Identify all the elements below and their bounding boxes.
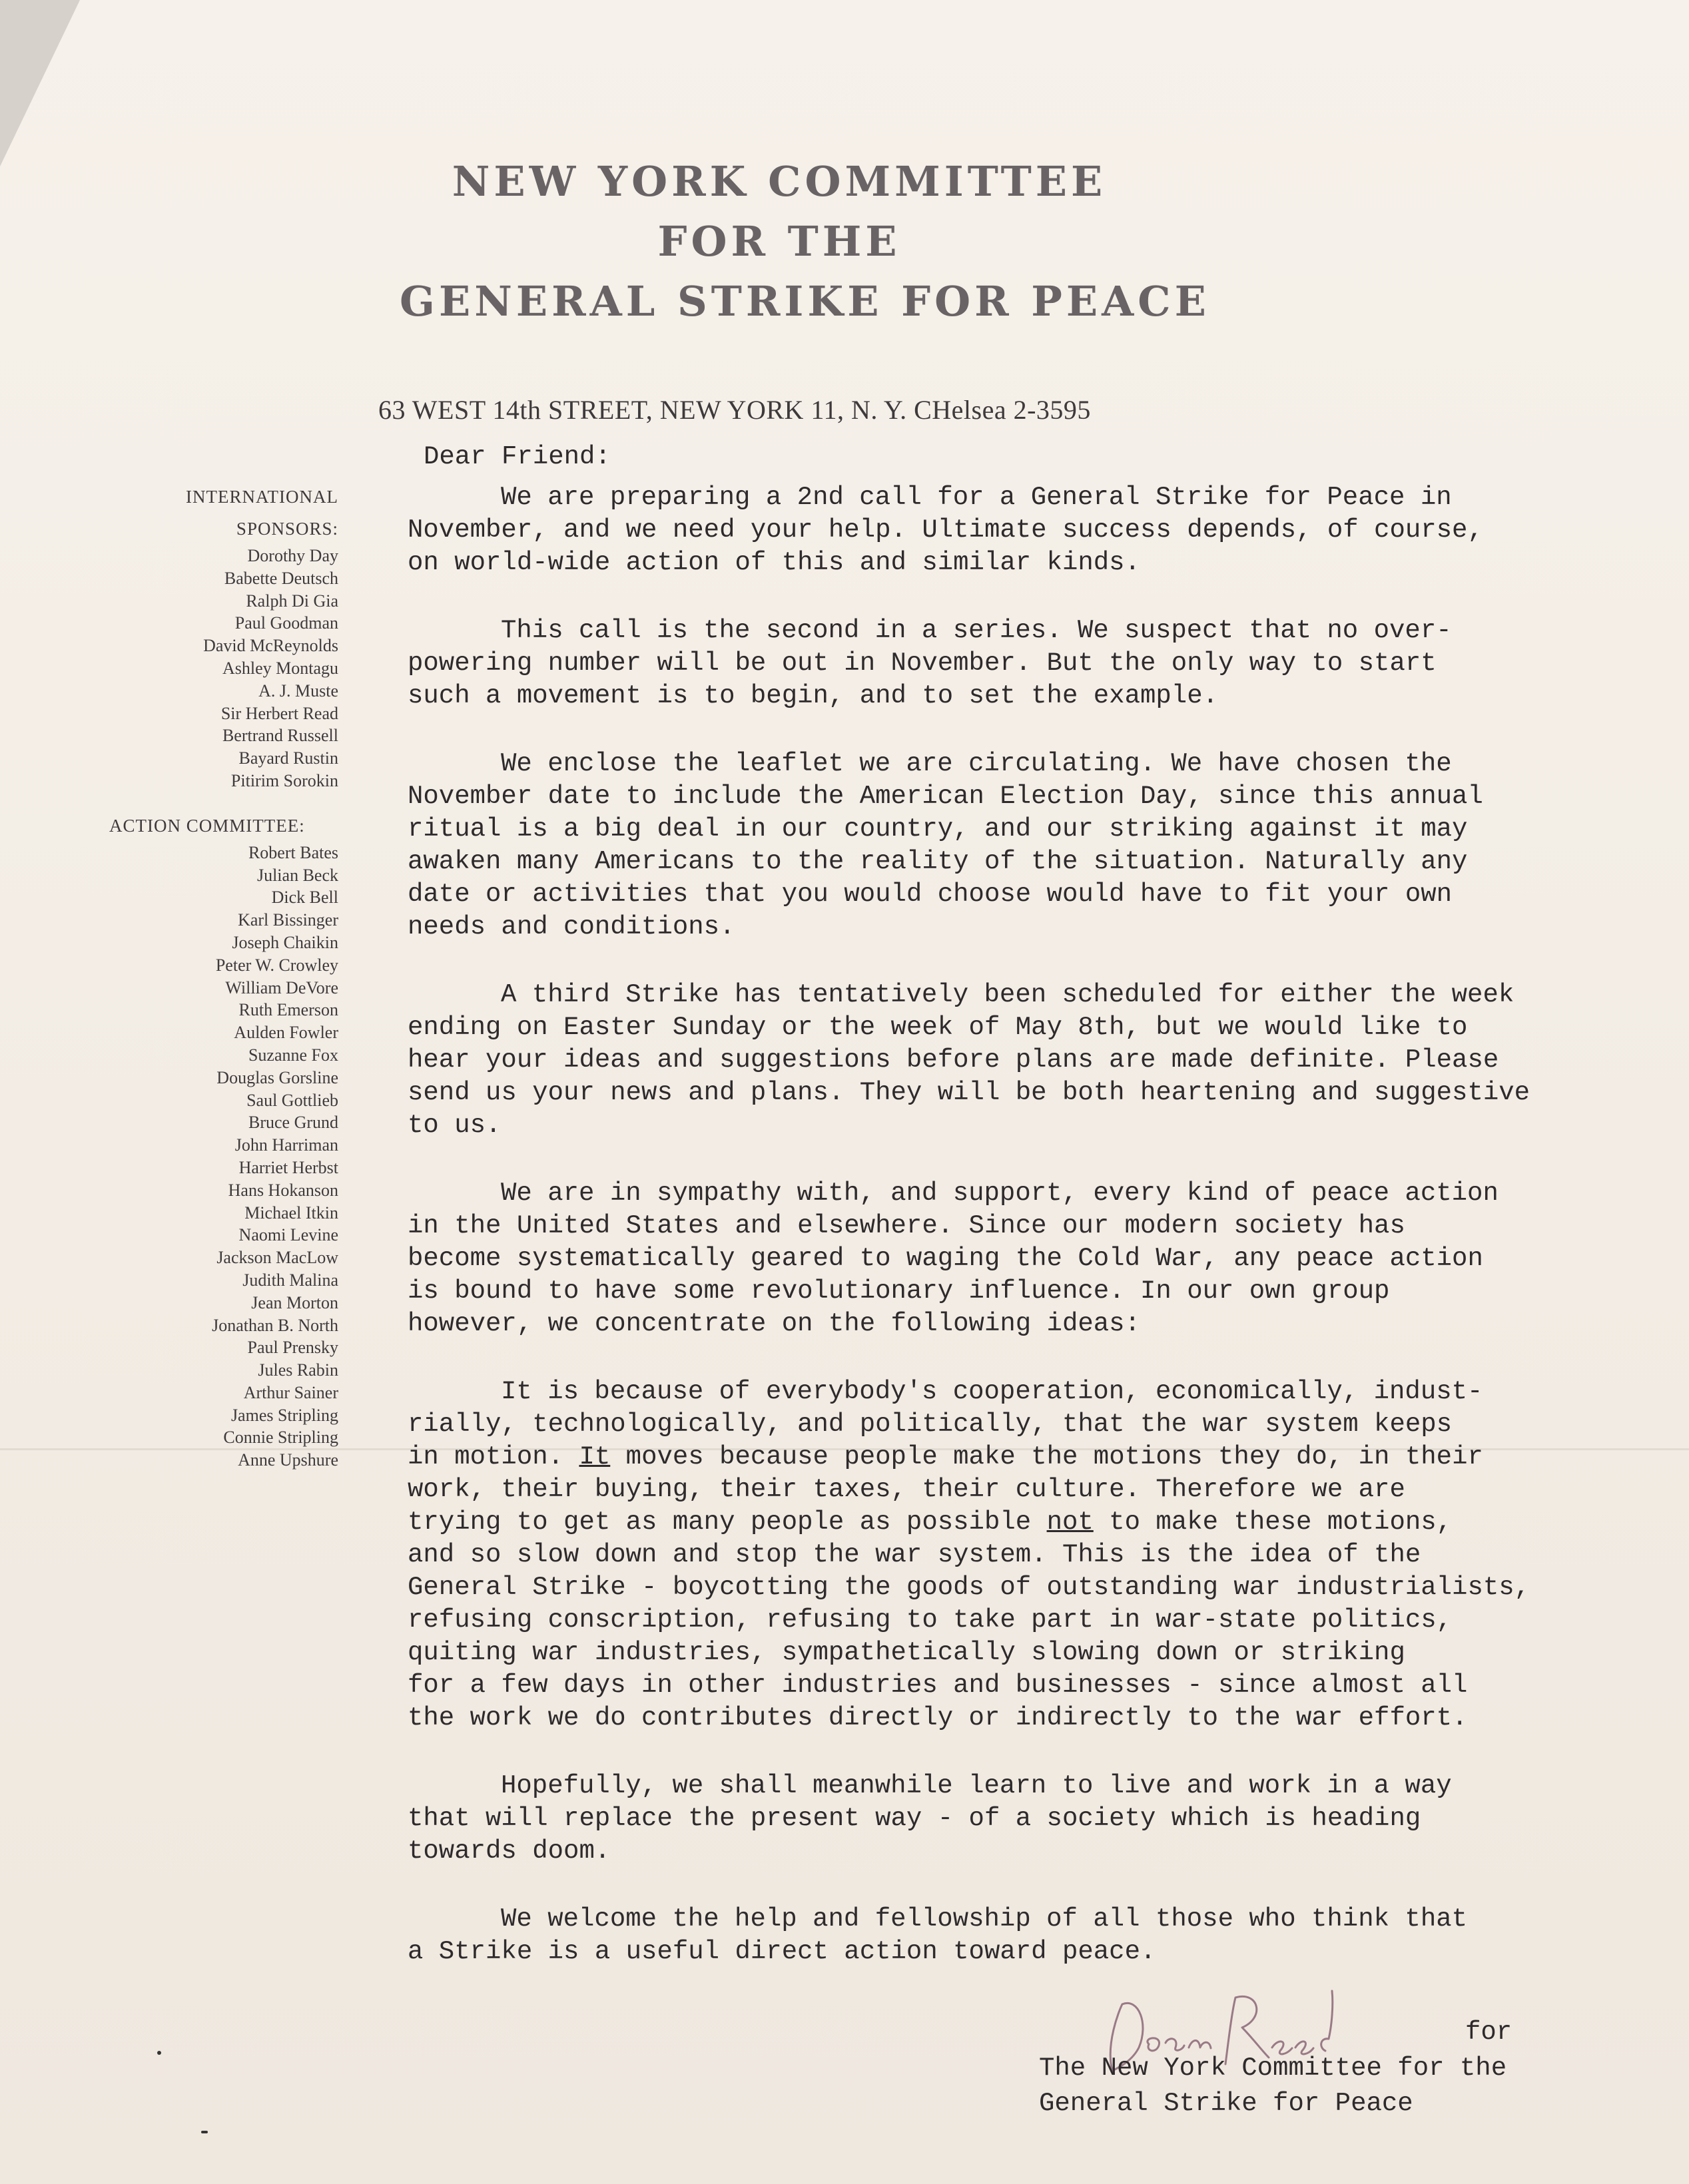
international-sponsors-list [93,545,338,792]
paragraph-line: towards doom. [408,1836,611,1866]
paragraph-line: refusing conscription, refusing to take part in war-state politics, [408,1605,1453,1635]
paragraph [408,748,1646,944]
paper-speck [157,2051,161,2055]
text-span: trying to get as many people as possible [408,1507,1047,1537]
paragraph-line: needs and conditions. [408,912,735,942]
paragraph-line: ritual is a big deal in our country, and our striking against it may [408,814,1468,844]
committee-member-name: Jules Rabin [258,1360,338,1380]
paragraph [408,1770,1646,1868]
committee-member-name: Harriet Herbst [238,1157,338,1177]
sponsor-name: Bertrand Russell [222,726,338,746]
paragraph-line: in the United States and elsewhere. Since our modern society has [408,1211,1405,1240]
paragraph-line: is bound to have some revolutionary influence. In our own group [408,1276,1390,1306]
sponsor-name: Paul Goodman [234,613,338,633]
paragraph-line: work, their buying, their taxes, their culture. Therefore we are [408,1475,1405,1504]
paragraph-line: the work we do contributes directly or indirectly to the war effort. [408,1703,1468,1733]
paragraph-line: General Strike - boycotting the goods of outstanding war industrialists, [408,1573,1530,1602]
committee-member-name: Naomi Levine [238,1225,338,1245]
sponsor-sidebar [93,481,338,1472]
letterhead-line-2: FOR THE [657,217,901,266]
paragraph-line: to us. [408,1111,502,1140]
paragraph-ideas [408,1376,1646,1735]
paragraph-line: We welcome the help and fellowship of all those who think that [501,1904,1468,1934]
committee-member-name: Karl Bissinger [238,910,338,930]
paragraph-line: awaken many Americans to the reality of the situation. Naturally any [408,847,1468,876]
paragraph-line: November date to include the American Election Day, since this annual [408,782,1483,811]
paragraph-line: and so slow down and stop the war system. This is the idea of the [408,1540,1421,1569]
paragraph-line: This call is the second in a series. We suspect that no over- [501,616,1452,645]
underlined-word: not [1046,1507,1094,1537]
paragraph-line [408,1506,1646,1539]
committee-member-name: Ruth Emerson [238,1000,338,1020]
text-span: moves because people make the motions they do, in their [610,1442,1483,1472]
paragraph [408,1903,1646,1968]
paragraph [408,615,1646,712]
action-committee-list [93,842,338,1472]
committee-member-name: Jonathan B. North [212,1315,338,1335]
underlined-word: It [579,1442,611,1472]
committee-member-name: Anne Upshure [238,1450,338,1470]
sponsor-name: Ashley Montagu [222,658,338,678]
committee-member-name: Arthur Sainer [243,1382,338,1402]
committee-member-name: Suzanne Fox [248,1045,338,1065]
paragraph-line: on world-wide action of this and similar kinds. [408,548,1140,577]
sponsor-name: David McReynolds [203,636,338,656]
sponsor-name: Ralph Di Gia [246,591,338,611]
committee-member-name: Connie Stripling [223,1428,338,1448]
paragraph-line: a Strike is a useful direct action toward peace. [408,1937,1156,1966]
paragraph-line: powering number will be out in November. But the only way to start [408,649,1437,678]
paragraphs-top [408,481,1646,1340]
paper-speck [201,2131,208,2133]
committee-member-name: William DeVore [225,977,338,997]
closing-block [1039,2051,1507,2121]
paragraph-line: It is because of everybody's cooperation, economically, indust- [501,1377,1483,1406]
address-line: 63 WEST 14th STREET, NEW YORK 11, N. Y. CHelsea 2-3595 [378,395,1091,425]
paragraph-line: become systematically geared to waging the Cold War, any peace action [408,1244,1483,1273]
paragraph-line: We enclose the leaflet we are circulating. We have chosen the [501,749,1452,778]
sponsor-name: A. J. Muste [258,681,338,700]
paragraph-line: We are preparing a 2nd call for a General Strike for Peace in [501,483,1452,512]
international-heading: INTERNATIONAL [186,487,338,507]
sponsor-name: Bayard Rustin [238,748,338,768]
action-committee-heading: ACTION COMMITTEE: [109,815,305,836]
paragraph-line: quiting war industries, sympathetically slowing down or striking [408,1638,1405,1667]
sponsors-heading: SPONSORS: [236,519,338,539]
text-span: to make these motions, [1093,1507,1453,1537]
paragraph-line: November, and we need your help. Ultimate success depends, of course, [408,515,1483,545]
committee-member-name: Saul Gottlieb [246,1090,338,1110]
sponsor-name: Dorothy Day [247,546,338,565]
committee-member-name: Hans Hokanson [228,1180,338,1200]
committee-member-name: Julian Beck [256,865,338,885]
paragraph-line: however, we concentrate on the following ideas: [408,1309,1140,1338]
paragraph-line [408,1441,1646,1474]
committee-member-name: John Harriman [234,1135,338,1155]
letterhead [400,152,1210,332]
for-word: for [1465,2018,1513,2047]
committee-member-name: Dick Bell [271,888,338,908]
committee-member-name: Bruce Grund [248,1113,338,1133]
paragraph-line: A third Strike has tentatively been scheduled for either the week [501,980,1515,1009]
paragraph [408,481,1646,579]
paragraph-line: that will replace the present way - of a society which is heading [408,1804,1421,1833]
paragraph-line: such a movement is to begin, and to set the example. [408,681,1218,710]
committee-member-name: Robert Bates [248,842,338,862]
closing-line-2: General Strike for Peace [1039,2089,1413,2118]
salutation: Dear Friend: [424,442,611,471]
closing-line-1: The New York Committee for the [1039,2053,1507,2083]
committee-member-name: Joseph Chaikin [232,932,338,952]
sponsor-name: Sir Herbert Read [220,703,338,723]
committee-member-name: Douglas Gorsline [216,1067,338,1087]
letterhead-line-3: GENERAL STRIKE FOR PEACE [400,277,1210,326]
paragraph-line: date or activities that you would choose would have to fit your own [408,880,1453,909]
committee-member-name: Jean Morton [251,1292,338,1312]
letterhead-line-1: NEW YORK COMMITTEE [452,157,1107,206]
text-span: in motion. [408,1442,579,1472]
committee-member-name: Peter W. Crowley [215,955,338,975]
paragraph-line: We are in sympathy with, and support, every kind of peace action [501,1179,1499,1208]
paragraph [408,979,1646,1142]
paragraph-line: rially, technologically, and politically, that the war system keeps [408,1410,1453,1439]
sponsor-name: Pitirim Sorokin [230,770,338,790]
paragraphs-end [408,1770,1646,1968]
committee-member-name: Aulden Fowler [234,1023,338,1043]
paragraph [408,1177,1646,1340]
paragraph-line: Hopefully, we shall meanwhile learn to live and work in a way [501,1771,1452,1800]
committee-member-name: Paul Prensky [247,1338,338,1358]
committee-member-name: James Stripling [230,1405,338,1425]
committee-member-name: Michael Itkin [244,1203,338,1223]
folded-corner [0,0,80,166]
committee-member-name: Judith Malina [242,1270,338,1290]
paragraph-line: hear your ideas and suggestions before plans are made definite. Please [408,1045,1499,1075]
letter-body [408,441,1646,2004]
paragraph-line: ending on Easter Sunday or the week of May 8th, but we would like to [408,1013,1468,1042]
committee-member-name: Jackson MacLow [216,1248,338,1268]
paragraph-line: send us your news and plans. They will be both heartening and suggestive [408,1078,1530,1107]
paragraph-line: for a few days in other industries and businesses - since almost all [408,1671,1468,1700]
sponsor-name: Babette Deutsch [224,568,338,588]
